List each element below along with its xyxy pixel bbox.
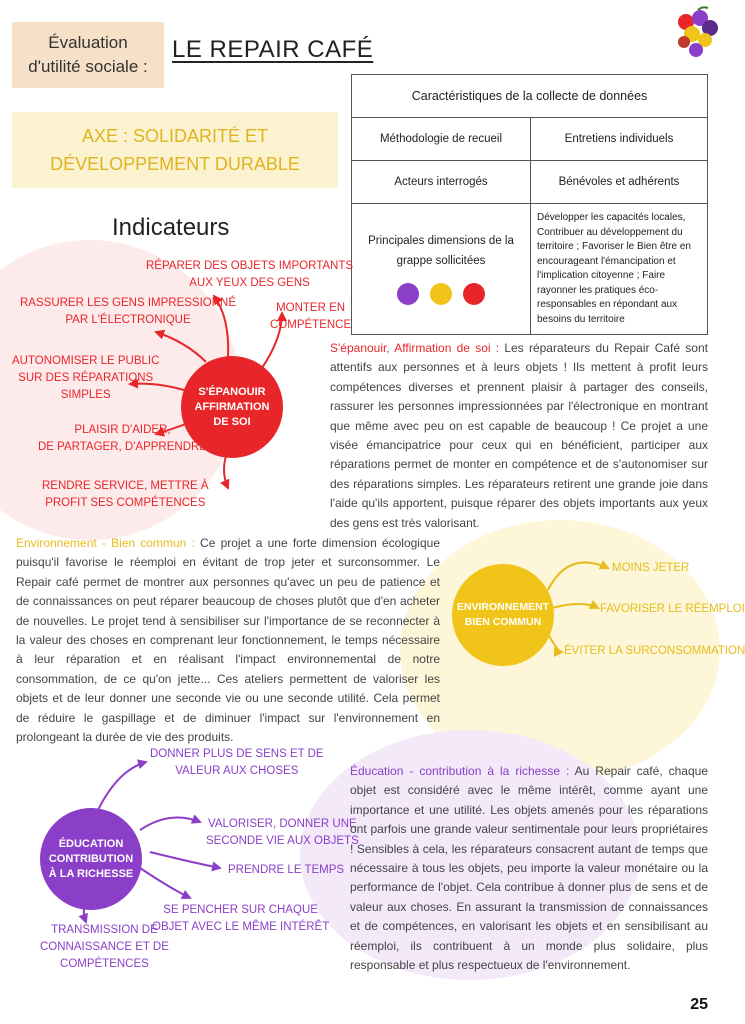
- indicator-label-line: SUR DES RÉPARATIONS: [18, 372, 154, 384]
- indicator-label-line: PRENDRE LE TEMPS: [228, 864, 345, 876]
- evaluation-label-line1: Évaluation: [48, 33, 128, 52]
- indicator-label: [146, 258, 353, 292]
- indicator-label: ÉVITER LA SURCONSOMMATION: [564, 645, 745, 657]
- epanouir-circle-line: S'ÉPANOUIR: [198, 385, 266, 398]
- indicator-label: [152, 902, 329, 936]
- indicator-label-line: AUTONOMISER LE PUBLIC: [12, 355, 160, 367]
- indicator-label-line: SECONDE VIE AUX OBJETS: [206, 835, 359, 847]
- indicator-label-line: SE PENCHER SUR CHAQUE: [163, 904, 318, 916]
- indicator-label: [12, 353, 159, 404]
- indicator-label: [206, 816, 359, 850]
- dimensions-line: encourageant l'émancipation et: [537, 255, 676, 267]
- education-circle-line: CONTRIBUTION: [48, 852, 134, 865]
- dimensions-label-line1: Principales dimensions de la: [368, 234, 514, 247]
- epanouir-circle-line: AFFIRMATION: [194, 400, 270, 413]
- page-title: LE REPAIR CAFÉ: [172, 36, 374, 63]
- epanouir-circle-line: DE SOI: [213, 415, 251, 428]
- table-cell-label: Méthodologie de recueil: [352, 118, 531, 161]
- indicator-label-line: VALEUR AUX CHOSES: [175, 765, 299, 777]
- dimensions-line: responsables en répondant aux: [537, 299, 678, 310]
- table-heading: Caractéristiques de la collecte de données: [352, 75, 708, 118]
- indicator-label-line: PAR L'ÉLECTRONIQUE: [65, 314, 191, 326]
- table-cell-value: Entretiens individuels: [531, 118, 708, 161]
- indicator-label: [228, 862, 344, 879]
- indicator-label-line: AUX YEUX DES GENS: [189, 277, 310, 289]
- axe-line2: DÉVELOPPEMENT DURABLE: [50, 154, 300, 174]
- epanouir-paragraph-lead: S'épanouir, Affirmation de soi :: [330, 341, 500, 355]
- environnement-paragraph: [16, 534, 440, 747]
- indicator-label-line: COMPÉTENCES: [60, 958, 149, 970]
- indicator-label-line: RÉPARER DES OBJETS IMPORTANTS: [146, 260, 354, 272]
- indicator-label-line: DE PARTAGER, D'APPRENDRE: [38, 441, 207, 453]
- indicator-label-line: RASSURER LES GENS IMPRESSIONNÉ: [20, 297, 236, 309]
- indicator-label: [20, 295, 236, 329]
- environnement-circle-line: ENVIRONNEMENT: [456, 601, 550, 613]
- indicator-label-line: SIMPLES: [60, 389, 111, 401]
- indicator-label: MOINS JETER: [612, 562, 690, 574]
- table-cell-value: Bénévoles et adhérents: [531, 161, 708, 204]
- dimensions-label-line2: grappe sollicitées: [396, 254, 486, 267]
- page-number: 25: [690, 996, 708, 1013]
- education-paragraph: [350, 762, 708, 975]
- indicator-label: [150, 746, 324, 780]
- epanouir-paragraph-text: Les réparateurs du Repair Café sont attentifs aux personnes et à leurs objets ! Ils mettent à profit leurs compétences diverses et prennent plaisir à partager des conseils, rassurer les personnes impressionnées par l'électronique en montrant que même avec peu on est capable de beaucoup ! Ce projet a une visée émancipatrice pour ceux qui en bénéficient, participer aux réparations permet de monter en compétence et de s'autonomiser sur des réparations simples. Les réparateurs retirent une grande joie dans l'aide qu'ils apportent, puisque réparer des objets importants aux yeux des gens est très valorisant.: [330, 341, 708, 530]
- education-circle-line: À LA RICHESSE: [48, 867, 134, 880]
- indicator-label-line: CONNAISSANCE ET DE: [40, 941, 169, 953]
- dimensions-line: l'implication citoyenne ; Faire: [537, 270, 666, 281]
- dimensions-line: rayonner les pratiques éco-: [537, 284, 659, 296]
- indicateurs-title: Indicateurs: [112, 214, 230, 241]
- education-circle-line: ÉDUCATION: [58, 837, 124, 850]
- environnement-circle: [452, 564, 554, 666]
- environnement-circle-line: BIEN COMMUN: [464, 616, 542, 628]
- evaluation-label-line2: d'utilité sociale :: [28, 57, 148, 76]
- indicator-label-line: MONTER EN: [276, 302, 346, 314]
- indicator-label-line: VALORISER, DONNER UNE: [208, 818, 357, 830]
- environnement-paragraph-lead: Environnement - Bien commun :: [16, 536, 195, 550]
- education-paragraph-text: Au Repair café, chaque objet est considéré avec le même intérêt, comme ayant une importance et une utilité. Les objets amenés pour les réparations ont parfois une grande valeur sentimentale pour leurs propriétaires ! Sensibles à cela, les réparateurs consacrent autant de temps que nécessaire à tous les objets, peu importe la valeur monétaire ou la performance de l'objet. Cela contribue à donner plus de sens et de valeur aux choses. En assurant la transmission de connaissances et de compétences, en valorisant les objets et en sensibilisant au réemploi, ils contribuent à un monde plus solidaire, plus responsable et plus respectueux de l'environnement.: [350, 764, 708, 973]
- indicator-label-line: PLAISIR D'AIDER,: [74, 424, 171, 436]
- education-circle: [40, 808, 142, 910]
- dimensions-line: besoins du territoire: [537, 313, 625, 325]
- indicator-label: [38, 422, 207, 456]
- indicator-label-line: OBJET AVEC LE MÊME INTÉRÊT: [152, 921, 330, 933]
- indicator-label: [270, 300, 351, 334]
- dimensions-line: Développer les capacités locales,: [537, 212, 686, 223]
- indicator-label: [42, 478, 209, 512]
- indicator-label: [40, 922, 169, 973]
- indicator-label-line: PROFIT SES COMPÉTENCES: [45, 497, 206, 509]
- indicator-label: FAVORISER LE RÉEMPLOI: [600, 603, 745, 615]
- education-paragraph-lead: Éducation - contribution à la richesse :: [350, 764, 570, 778]
- environnement-paragraph-text: Ce projet a une forte dimension écologique puisqu'il favorise le réemploi en évitant de trop jeter et surconsommer. Le Repair café permet de montrer aux personnes qu'avec un peu de patience et de connaissances on peut réparer beaucoup de choses plutôt que d'en acheter de nouvelles. Le projet tend à sensibiliser sur l'importance de se reconnecter à la valeur des choses en comprenant leur fonctionnement, le temps nécessaire à leur réparation et en réalisant l'impact environnemental de notre consommation, de ce qu'on jette... Ces ateliers permettent de valoriser les objets et de leur donner une seconde vie ou une seconde utilité. Cela permet de réduire le gaspillage et de diminuer l'impact sur l'environnement en prolongeant la durée de vie des produits.: [16, 536, 440, 745]
- dimensions-line: Contribuer au développement du: [537, 226, 683, 238]
- table-cell-label: Acteurs interrogés: [352, 161, 531, 204]
- indicator-label-line: DONNER PLUS DE SENS ET DE: [150, 748, 324, 760]
- indicator-label-line: COMPÉTENCE: [270, 319, 352, 331]
- indicator-label-line: TRANSMISSION DE: [51, 924, 158, 936]
- epanouir-paragraph: [330, 339, 708, 533]
- axe-line1: AXE : SOLIDARITÉ ET: [81, 126, 269, 146]
- indicator-label-line: RENDRE SERVICE, METTRE À: [42, 480, 209, 492]
- dimensions-line: territoire ; Favoriser le Bien être en: [537, 241, 691, 252]
